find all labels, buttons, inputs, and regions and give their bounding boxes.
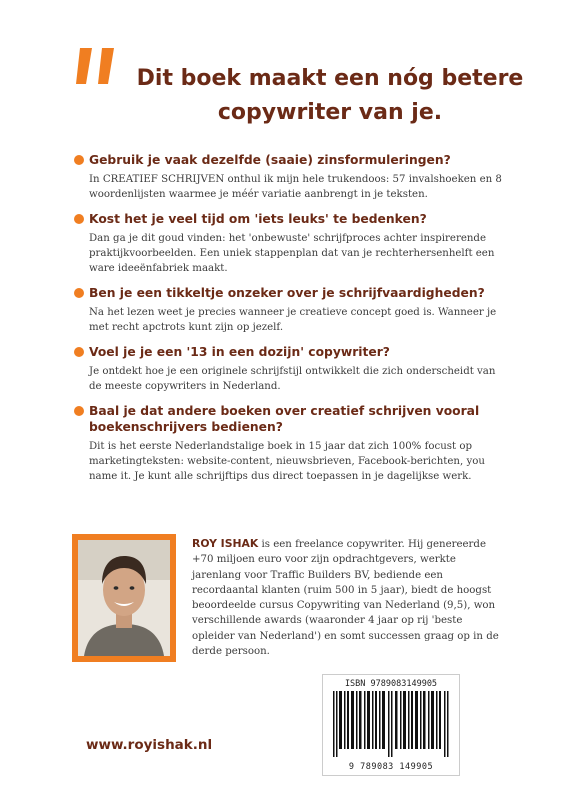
barcode-bars [331,691,451,757]
website-url: www.royishak.nl [86,737,213,753]
author-photo [78,540,170,656]
question-section [74,285,504,335]
orange-dot-icon [74,406,84,416]
question-list [74,152,504,493]
quote-mark-icon [74,46,120,86]
isbn-barcode [322,674,460,776]
orange-dot-icon [74,155,84,165]
question-text: Baal je dat andere boeken over creatief schrijven vooral boekenschrijvers bedienen? [89,404,480,434]
question-section [74,403,504,484]
question-heading [74,285,504,301]
question-text: Gebruik je vaak dezelfde (saaie) zinsformuleringen? [89,153,451,167]
question-heading [74,152,504,168]
answer-text: Na het lezen weet je precies wanneer je creatieve concept goed is. Wanneer je met recht apctrots kunt zijn op jezelf. [89,307,497,333]
question-text: Kost het je veel tijd om 'iets leuks' te bedenken? [89,212,427,226]
question-heading [74,211,504,227]
author-bio-text: is een freelance copywriter. Hij genereerde +70 miljoen euro voor zijn opdrachtgevers, werkte jarenlang voor Traffic Builders BV, bediende een recordaantal klanten (ruim 500 in 5 jaar), biedt de hoogst beoordeelde cursus Copywriting van Nederland (9,5), won verschillende awards (waaronder 4 jaar op rij 'beste opleider van Nederland') en somt successen graag op in de derde persoon. [192,539,499,658]
question-heading [74,344,504,360]
question-section [74,152,504,202]
headline-line-2: copywriter van je. [217,100,443,125]
headline [130,62,530,130]
orange-dot-icon [74,347,84,357]
barcode-digits: 9 789083 149905 [348,762,434,772]
headline-line-1: Dit boek maakt een nóg betere [136,66,524,91]
answer-text: Dit is het eerste Nederlandstalige boek in 15 jaar dat zich 100% focust op marketingteksten: website-content, nieuwsbrieven, Facebook-berichten, you name it. Je kunt alle schrijftips dus direct toepassen in je dagelijkse werk. [89,441,485,482]
isbn-label: ISBN 9789083149905 [344,679,438,689]
answer-text: In CREATIEF SCHRIJVEN onthul ik mijn hele trukendoos: 57 invalshoeken en 8 woordenlijsten waarmee je méér variatie aanbrengt in je teksten. [89,174,502,200]
question-text: Voel je je een '13 in een dozijn' copywriter? [89,345,390,359]
author-bio [192,536,500,659]
answer-text: Dan ga je dit goud vinden: het 'onbewuste' schrijfproces achter inspirerende praktijkvoorbeelden. Een uniek stappenplan dat van je rechterhersenhelft een ware ideeënfabriek maakt. [89,233,495,274]
question-section [74,211,504,276]
author-name: ROY ISHAK [192,537,259,550]
answer-text: Je ontdekt hoe je een originele schrijfstijl ontwikkelt die zich onderscheidt van de meeste copywriters in Nederland. [89,366,496,392]
author-photo-frame [72,534,176,662]
question-section [74,344,504,394]
question-heading [74,403,504,435]
orange-dot-icon [74,214,84,224]
question-text: Ben je een tikkeltje onzeker over je schrijfvaardigheden? [89,286,485,300]
orange-dot-icon [74,288,84,298]
